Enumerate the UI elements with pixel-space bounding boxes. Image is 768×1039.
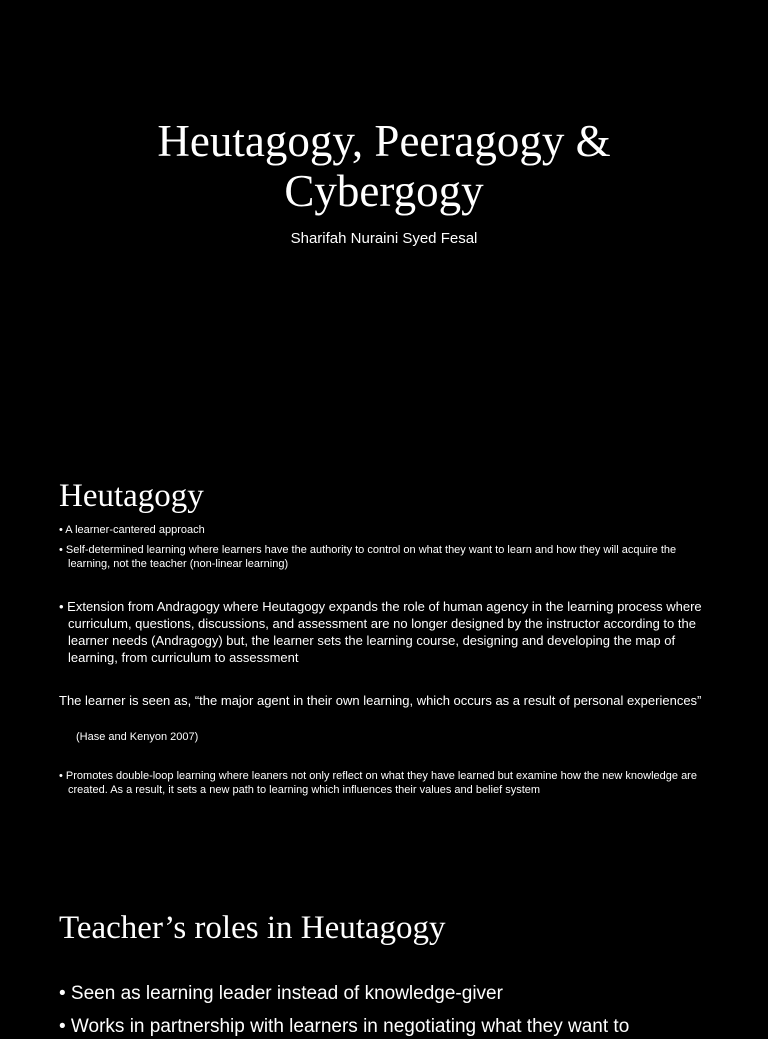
learner-quote-paragraph: The learner is seen as, “the major agent in their own learning, which occurs as a result of personal experiences” [59,693,702,708]
teacher-roles-slide [0,858,768,1037]
bullet-learner-centered: • A learner-cantered approach [59,524,205,536]
bullet-learning-leader: • Seen as learning leader instead of knowledge-giver [59,983,503,1004]
slide-title [0,116,768,216]
bullet-extension-andragogy: • Extension from Andragogy where Heutagogy expands the role of human agency in the learning process where curriculum, questions, discussions, and assessment are no longer designed by the instructor according to the learner needs (Andragogy) but, the learner sets the learning course, designing and developing the map of learning, from curriculum to assessment [59,599,702,665]
quote-citation: (Hase and Kenyon 2007) [76,731,199,743]
bullet-partnership: • Works in partnership with learners in negotiating what they want to [59,1016,630,1037]
teacher-roles-heading: Teacher’s roles in Heutagogy [59,910,446,946]
bullet-self-determined: • Self-determined learning where learners have the authority to control on what they want to learn and how they will acquire the learning, not the teacher (non-linear learning) [59,544,677,570]
heutagogy-slide [0,434,768,854]
bullet-double-loop: • Promotes double-loop learning where leaners not only reflect on what they have learned but examine how the new knowledge are created. As a result, it sets a new path to learning which influences their values and belief system [59,770,697,796]
title-line-2: Cybergogy [284,166,484,216]
title-slide [0,0,768,430]
slide-subtitle: Sharifah Nuraini Syed Fesal [290,230,478,247]
title-line-1: Heutagogy, Peeragogy & [157,116,611,166]
heutagogy-heading: Heutagogy [59,478,204,514]
